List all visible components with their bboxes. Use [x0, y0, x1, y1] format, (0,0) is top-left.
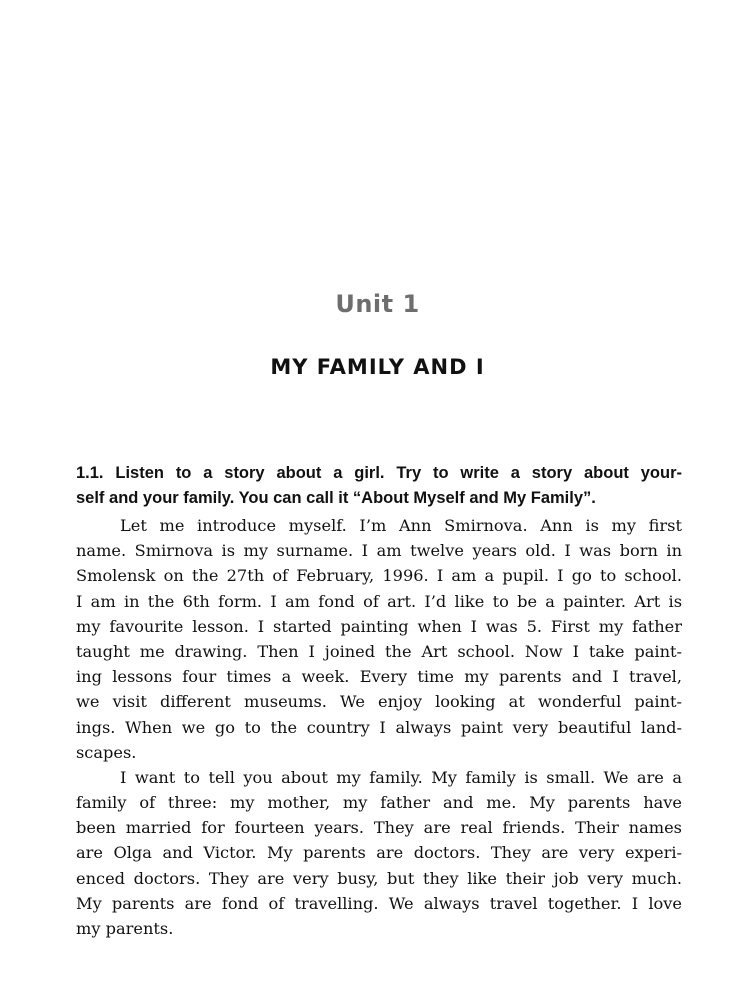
paragraph-1-line: ings. When we go to the country I always paint very beautiful land- [76, 717, 682, 737]
exercise-line: 1.1. Listen to a story about a girl. Try to write a story about your- [76, 464, 682, 482]
paragraph-1-line: name. Smirnova is my surname. I am twelve years old. I was born in [76, 541, 682, 561]
paragraph-1-line: scapes. [76, 742, 137, 762]
paragraph-1-line: my favourite lesson. I started painting when I was 5. First my father [76, 616, 682, 636]
paragraph-1-line: we visit different museums. We enjoy looking at wonderful paint- [76, 692, 682, 712]
paragraph-2-line: been married for fourteen years. They are real friends. Their names [76, 818, 682, 838]
story-text [76, 513, 682, 941]
paragraph-1-line: Smolensk on the 27th of February, 1996. I am a pupil. I go to school. [76, 566, 682, 586]
paragraph-1-line: ing lessons four times a week. Every time my parents and I travel, [76, 667, 682, 687]
paragraph-2-line: enced doctors. They are very busy, but they like their job very much. [76, 868, 682, 888]
unit-title: MY FAMILY AND I [270, 355, 485, 379]
paragraph-1-line: Let me introduce myself. I’m Ann Smirnova. Ann is my first [120, 516, 682, 535]
paragraph-2-line: are Olga and Victor. My parents are doctors. They are very experi- [76, 843, 682, 863]
paragraph-2-line: I want to tell you about my family. My family is small. We are a [120, 767, 682, 787]
unit-number: Unit 1 [335, 290, 420, 318]
paragraph-2-line: My parents are fond of travelling. We always travel together. I love [76, 893, 682, 913]
exercise-line: self and your family. You can call it “About Myself and My Family”. [76, 489, 596, 507]
paragraph-2-line: family of three: my mother, my father and me. My parents have [76, 793, 682, 813]
paragraph-1-line: I am in the 6th form. I am fond of art. I’d like to be a painter. Art is [76, 591, 682, 611]
paragraph-2-line: my parents. [76, 919, 174, 938]
exercise-instruction [76, 461, 682, 511]
paragraph-1-line: taught me drawing. Then I joined the Art school. Now I take paint- [76, 641, 682, 661]
